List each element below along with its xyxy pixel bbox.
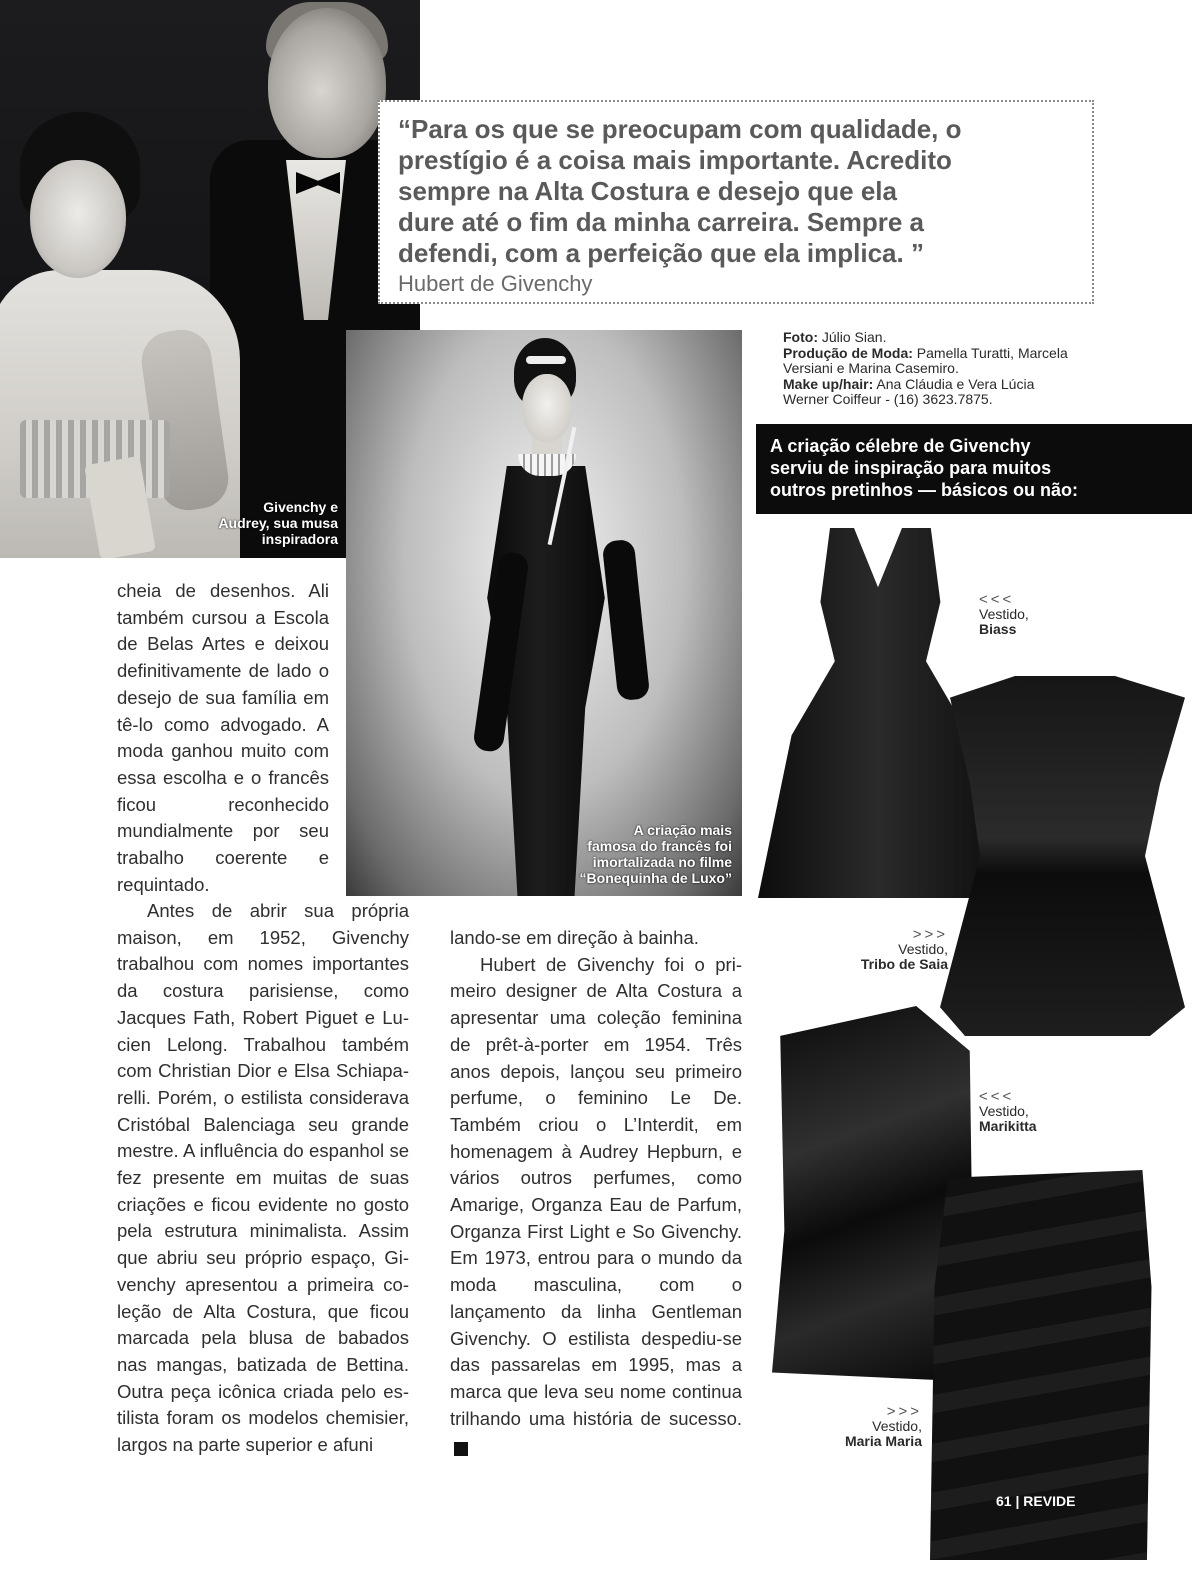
end-of-article-icon: r bbox=[454, 1442, 468, 1456]
page-number: 61 bbox=[996, 1493, 1012, 1509]
quote-author: Hubert de Givenchy bbox=[398, 271, 593, 296]
photo-caption-couple: Givenchy e Audrey, sua musa inspiradora bbox=[218, 499, 338, 547]
inspiration-heading: A criação célebre de Givenchy serviu de inspiração para muitos outros pretinhos — básicos ou não: bbox=[756, 424, 1192, 514]
footer-separator: | bbox=[1015, 1493, 1020, 1509]
pull-quote bbox=[378, 100, 1094, 304]
magazine-name: REVIDE bbox=[1023, 1493, 1076, 1509]
article-column-middle: lando-se em direção à bainha. Hubert de Givenchy foi o primeiro designer de Alta Costura a apresentar uma coleção feminina de prêt-à-porter em 1954. Três anos depois, lançou seu primeiro perfume, o feminino Le De. Também criou o L’Interdit, em homenagem à Audrey Hepburn, e vários outros perfumes, como Amarige, Organza Eau de Parfum, Organza First Light e So Givenchy. Em 1973, entrou para o mundo da moda masculina, com o lançamento da linha Gentleman Givenchy. O estilista despediu-se das passarelas em 1995, mas a marca que leva seu nome continua trilhando uma história de sucesso.r bbox=[450, 927, 742, 1456]
dress-label-biass: <<< Vestido, Biass bbox=[979, 591, 1029, 637]
quote-text: “Para os que se preocupam com qualidade, o prestígio é a coisa mais importante. Acredito sempre na Alta Costura e desejo que ela dure até o fim da minha carreira. Sempre a defendi, com a perfeição que ela implica. ” bbox=[398, 114, 962, 268]
dress-label-tribo-de-saia: >>> Vestido, Tribo de Saia bbox=[860, 926, 948, 972]
page-footer bbox=[996, 1493, 1075, 1509]
dress-label-marikitta: <<< Vestido, Marikitta bbox=[979, 1088, 1037, 1134]
dress-label-maria-maria: >>> Vestido, Maria Maria bbox=[844, 1403, 922, 1449]
article-column-left-bottom: Antes de abrir sua própria maison, em 1952, Givenchy trabalhou com nomes importantes da costura parisiense, como Jacques Fath, Robert Piguet e Lucien Lelong. Trabalhou também com Christian Dior e Elsa Schiaparelli. Porém, o estilista considerava Cristóbal Balenciaga seu grande mestre. A influência do espanhol se fez presente em muitas de suas criações e ficou evidente no gosto pela estrutura minimalista. Assim que abriu seu próprio espaço, Givenchy apresentou a primeira coleção de Alta Costura, que ficou marcada pela blusa de babados nas mangas, batizada de Bettina. Outra peça icônica criada pelo estilista foram os modelos chemisier, largos na parte superior e afuni bbox=[117, 900, 409, 1456]
photo-credits: Foto: Júlio Sian. Produção de Moda: Pamella Turatti, Marcela Versiani e Marina Casemiro. Make up/hair: Ana Cláudia e Vera Lúcia Werner Coiffeur - (16) 3623.7875. bbox=[783, 329, 1068, 407]
photo-caption-audrey: A criação mais famosa do francês foi imortalizada no filme “Bonequinha de Luxo” bbox=[579, 822, 732, 886]
audrey-black-dress-photo bbox=[346, 330, 742, 896]
article-column-left-top: cheia de desenhos. Ali também cursou a Escola de Belas Artes e deixou definitivamente de lado o desejo de sua família em tê-lo como advogado. A moda ganhou muito com essa escolha e o francês ficou reconhecido mundialmente por seu trabalho coerente e requintado. bbox=[117, 580, 329, 895]
